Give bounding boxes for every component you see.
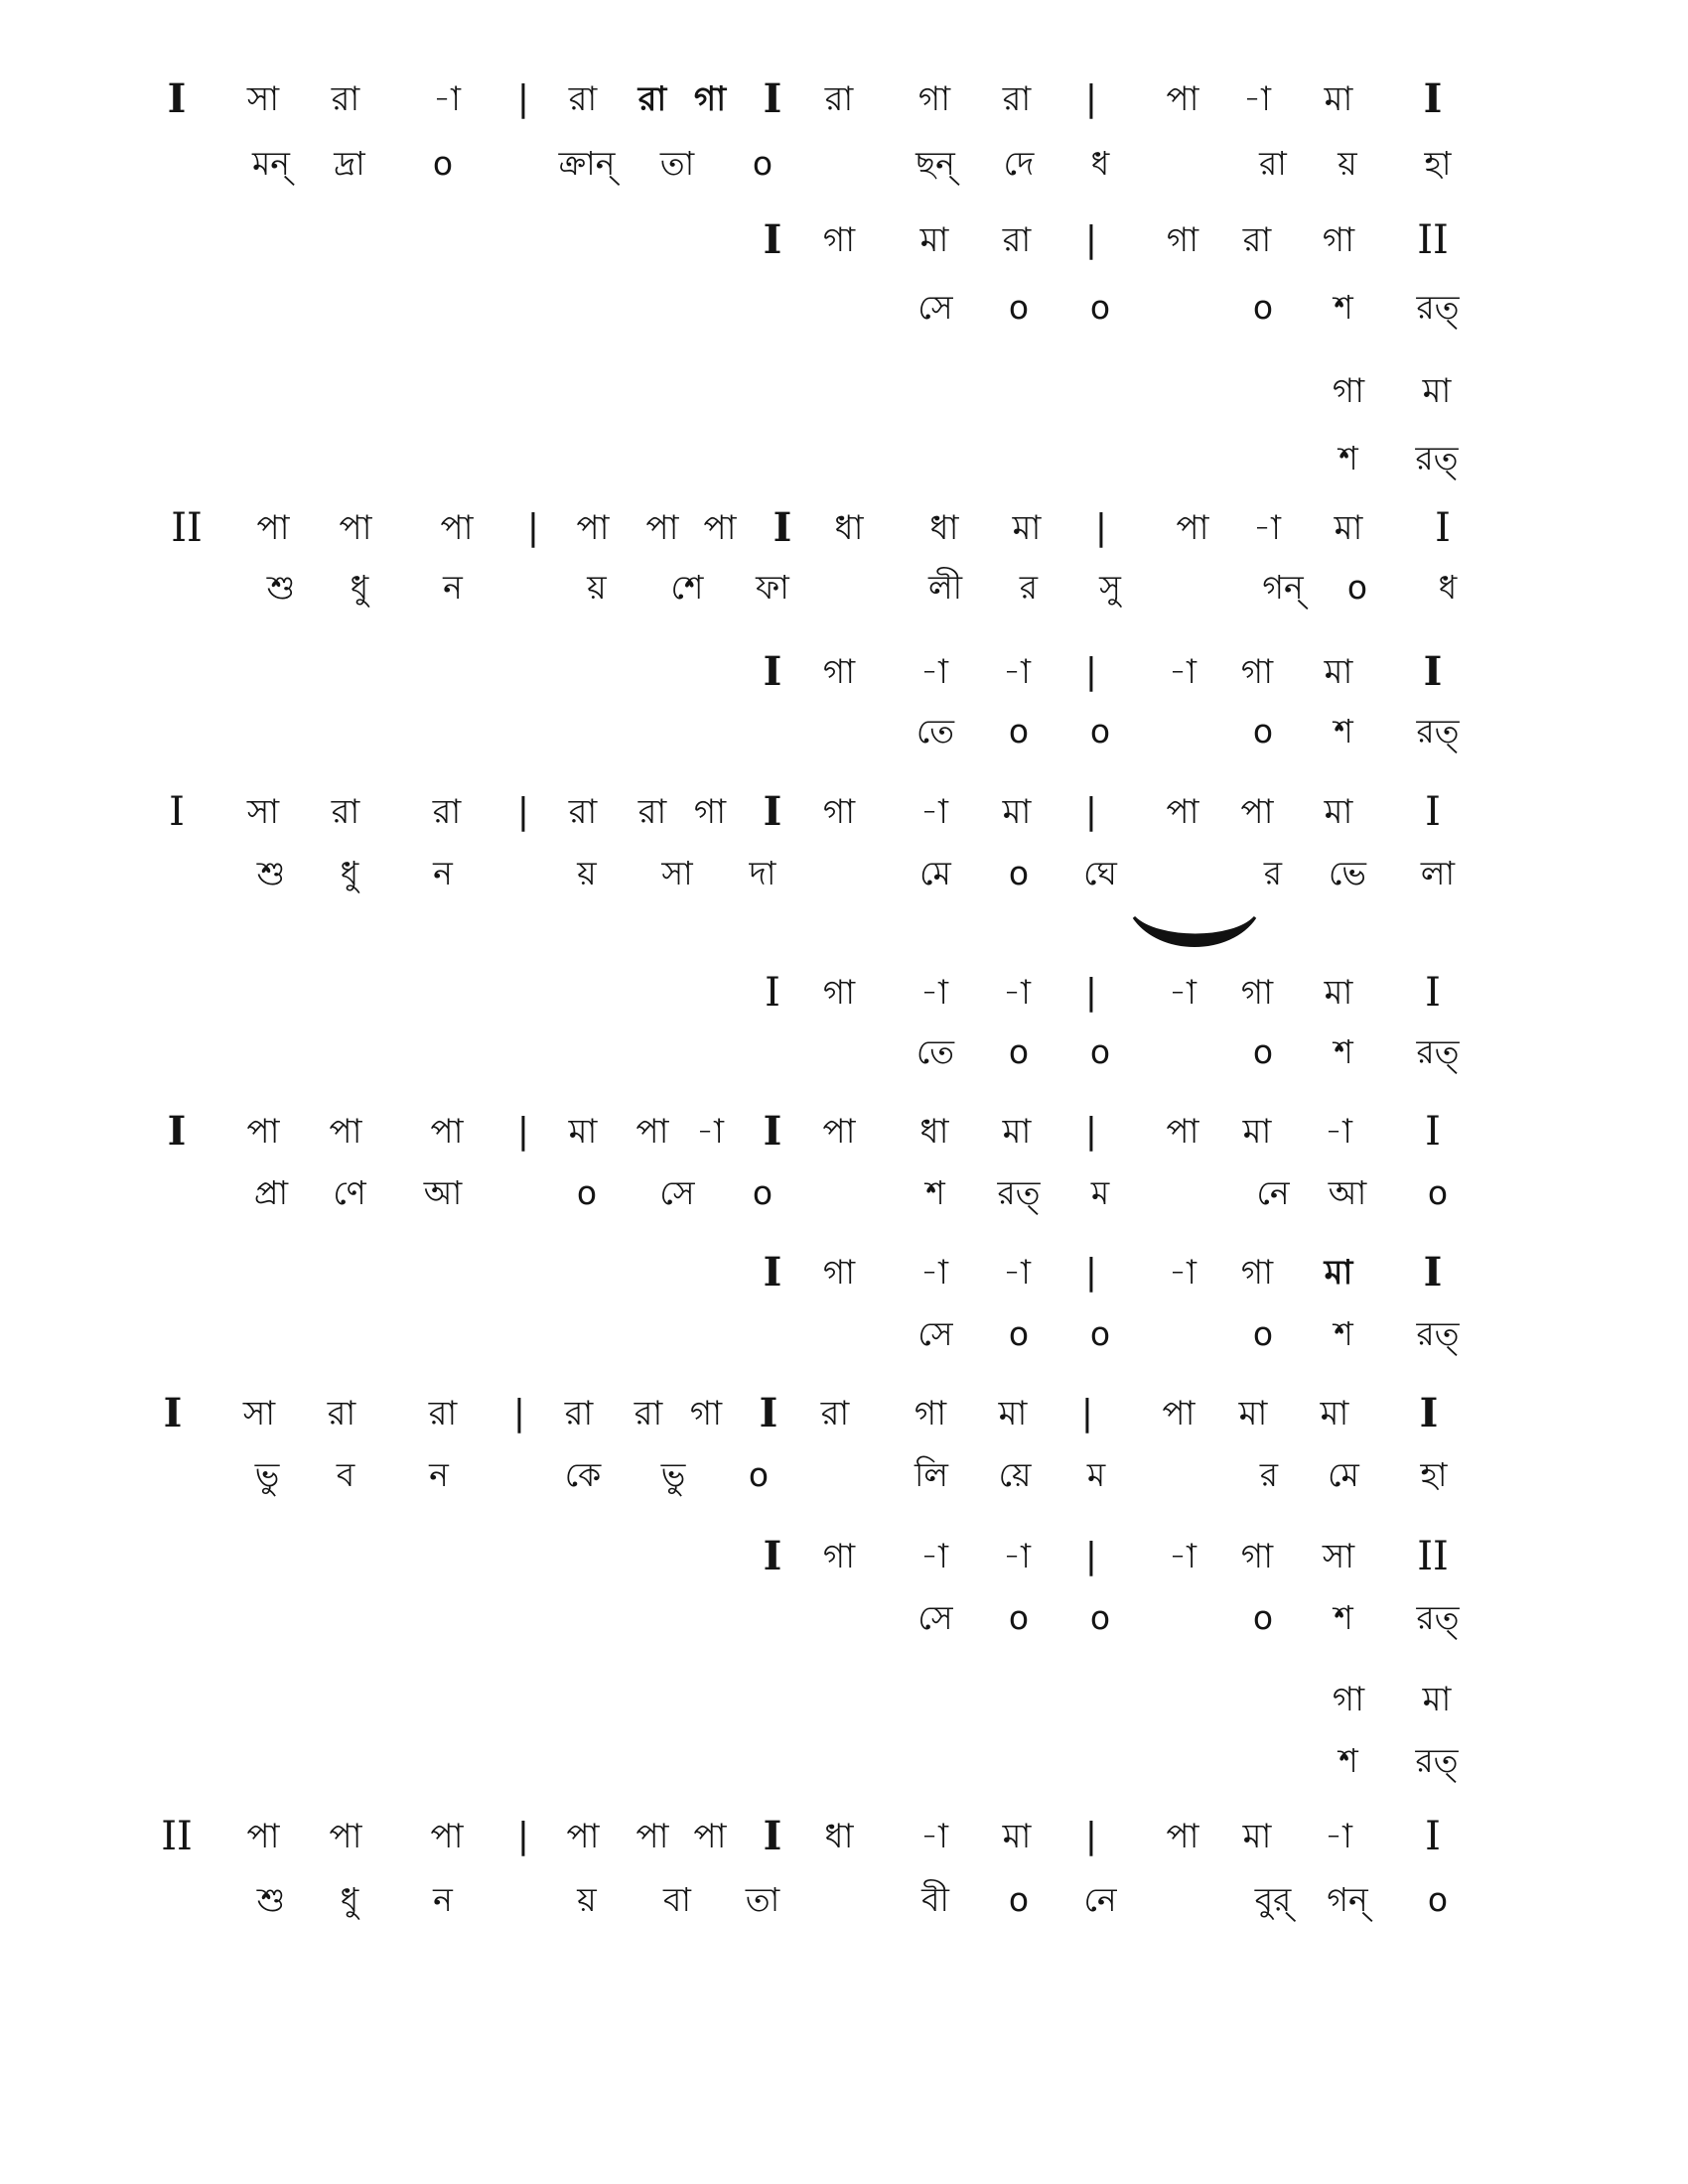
lyric-syllable: o	[1252, 1032, 1274, 1071]
beat-bar: |	[1084, 1252, 1098, 1293]
swara-note: -া	[1325, 1112, 1352, 1152]
lyric-syllable: ক্রান্	[558, 144, 616, 183]
lyric-syllable: তা	[745, 1880, 780, 1919]
bar-line: I	[1435, 505, 1451, 551]
lyric-syllable: o	[1252, 1598, 1274, 1637]
swara-note: -া	[1243, 79, 1271, 119]
bar-line: II	[171, 505, 203, 551]
beat-bar: |	[1084, 1111, 1098, 1152]
swara-note: গা	[1332, 371, 1365, 411]
bar-line: I	[763, 1533, 782, 1579]
swara-note: গা	[822, 1253, 856, 1293]
lyric-syllable: ঘে	[1083, 854, 1117, 892]
lyric-syllable: শু	[256, 1880, 286, 1919]
lyric-syllable: লি	[914, 1455, 949, 1494]
lyric-syllable: ন	[433, 854, 453, 892]
lyric-syllable: o	[1252, 712, 1274, 751]
swara-note: সা	[1322, 1537, 1355, 1576]
swara-note: পা	[329, 1817, 362, 1856]
lyric-syllable: ভু	[660, 1455, 686, 1494]
swara-note: -া	[920, 792, 948, 832]
swara-note: রা	[1242, 220, 1272, 260]
lyric-syllable: ভু	[254, 1455, 280, 1494]
lyric-syllable: দা	[749, 854, 776, 892]
lyric-syllable: র	[1019, 568, 1039, 607]
lyric-syllable: ভে	[1329, 854, 1366, 892]
lyric-syllable: রত্	[1416, 288, 1460, 327]
swara-note: পা	[1240, 792, 1274, 832]
swara-note: পা	[430, 1817, 464, 1856]
swara-note: পা	[1166, 1817, 1199, 1856]
swara-note: -া	[1003, 1253, 1031, 1293]
lyric-syllable: o	[1089, 1314, 1111, 1353]
lyric-syllable: য়ে	[998, 1455, 1032, 1494]
swara-note: গা	[1322, 220, 1355, 260]
lyric-syllable: শ	[1334, 1314, 1353, 1353]
swara-note: ধা	[834, 508, 864, 548]
swara-note: গা	[917, 79, 951, 119]
lyric-syllable: য়	[577, 1880, 597, 1919]
swara-note: গা	[914, 1394, 947, 1433]
lyric-syllable: বী	[921, 1880, 949, 1919]
lyric-syllable: o	[748, 1455, 770, 1494]
swara-note: পা	[1162, 1394, 1196, 1433]
swara-note: রা	[568, 792, 598, 832]
swara-note: মা	[1002, 792, 1032, 832]
beat-bar: |	[1094, 507, 1108, 548]
swara-note: পা	[1166, 1112, 1199, 1152]
lyric-syllable: শ	[1334, 288, 1353, 327]
lyric-syllable: মে	[919, 854, 951, 892]
lyric-syllable: আ	[423, 1173, 463, 1212]
lyric-syllable: গন্	[1327, 1880, 1368, 1919]
bar-line: II	[161, 1814, 193, 1859]
lyric-syllable: মে	[1328, 1455, 1359, 1494]
lyric-syllable: ধ	[1438, 568, 1458, 607]
swara-note: রা	[331, 792, 360, 832]
lyric-syllable: সু	[1099, 568, 1121, 607]
swara-note: -া	[920, 1253, 948, 1293]
swara-note: পা	[703, 508, 737, 548]
swara-note: মা	[1238, 1394, 1268, 1433]
lyric-syllable: o	[1008, 288, 1030, 327]
swara-note: -া	[1169, 652, 1196, 692]
lyric-syllable: তে	[915, 712, 955, 751]
swara-note: গা	[822, 792, 856, 832]
swara-note: মা	[1002, 1112, 1032, 1152]
lyric-syllable: দ্রা	[334, 144, 365, 183]
swara-note: মা	[568, 1112, 598, 1152]
lyric-syllable: রত্	[1416, 1032, 1460, 1071]
swara-note: -া	[920, 652, 948, 692]
swara-note: পা	[576, 508, 610, 548]
swara-note: পা	[566, 1817, 600, 1856]
lyric-syllable: o	[1089, 712, 1111, 751]
swara-note: ধা	[929, 508, 959, 548]
swara-note: পা	[246, 1112, 280, 1152]
lyric-syllable: ম	[1086, 1455, 1106, 1494]
lyric-syllable: সা	[661, 854, 693, 892]
swara-note: মা	[1320, 1394, 1349, 1433]
lyric-syllable: বুর্	[1254, 1880, 1292, 1919]
swara-note: পা	[822, 1112, 856, 1152]
swara-note: -া	[696, 1112, 724, 1152]
lyric-syllable: শ	[1334, 1598, 1353, 1637]
lyric-syllable: o	[1346, 568, 1368, 607]
lyric-syllable: ফা	[756, 568, 789, 607]
swara-note: -া	[1325, 1817, 1352, 1856]
lyric-syllable: হা	[1424, 144, 1452, 183]
lyric-syllable: o	[1089, 1032, 1111, 1071]
beat-bar: |	[516, 1816, 530, 1856]
bar-line: I	[1425, 1814, 1441, 1859]
swara-note: রা	[428, 1394, 458, 1433]
swara-note: রা	[637, 79, 667, 119]
swara-note: পা	[440, 508, 474, 548]
bar-line: I	[763, 1108, 782, 1155]
swara-note: মা	[1324, 1253, 1353, 1293]
lyric-syllable: o	[1089, 288, 1111, 327]
beat-bar: |	[1084, 972, 1098, 1013]
swara-note: ধা	[919, 1112, 949, 1152]
lyric-syllable: কে	[564, 1455, 602, 1494]
swara-note: মা	[1324, 652, 1353, 692]
swara-note: পা	[645, 508, 679, 548]
swara-note: -া	[1169, 1253, 1196, 1293]
lyric-syllable: র	[1263, 854, 1283, 892]
swara-note: মা	[998, 1394, 1028, 1433]
swara-note: মা	[1422, 1680, 1452, 1719]
bar-line: I	[763, 1249, 782, 1296]
lyric-syllable: শু	[266, 568, 296, 607]
lyric-syllable: ণে	[333, 1173, 366, 1212]
lyric-syllable: শে	[670, 568, 704, 607]
swara-note: মা	[1334, 508, 1363, 548]
swara-note: রা	[1002, 220, 1032, 260]
bar-line: I	[1425, 789, 1441, 835]
lyric-syllable: য়	[1337, 144, 1357, 183]
swara-note: গা	[689, 1394, 723, 1433]
bar-line: II	[1417, 217, 1449, 263]
lyric-syllable: আ	[1328, 1173, 1367, 1212]
bar-line: I	[1423, 75, 1443, 122]
swara-note: রা	[637, 792, 667, 832]
lyric-syllable: রত্	[1415, 1741, 1459, 1780]
swara-note: রা	[327, 1394, 356, 1433]
lyric-syllable: প্রা	[253, 1173, 289, 1212]
lyric-syllable: রত্	[1416, 1598, 1460, 1637]
beat-bar: |	[1084, 78, 1098, 119]
swara-note: -া	[1169, 1537, 1196, 1576]
bar-line: I	[169, 789, 185, 835]
lyric-syllable: হা	[1420, 1455, 1448, 1494]
bar-line: I	[167, 75, 187, 122]
swara-note: পা	[635, 1112, 669, 1152]
swara-note: -া	[920, 1537, 948, 1576]
beat-bar: |	[1084, 1536, 1098, 1576]
lyric-syllable: র	[1259, 1455, 1279, 1494]
swara-note: রা	[331, 79, 360, 119]
lyric-syllable: ন	[443, 568, 463, 607]
beat-bar: |	[516, 1111, 530, 1152]
lyric-syllable: o	[1008, 1598, 1030, 1637]
swara-note: গা	[1240, 1537, 1274, 1576]
swara-note: মা	[1324, 79, 1353, 119]
lyric-syllable: তে	[915, 1032, 955, 1071]
beat-bar: |	[1080, 1393, 1094, 1433]
bar-line: I	[1423, 648, 1443, 695]
swara-note: মা	[1002, 1817, 1032, 1856]
swara-note: রা	[432, 792, 462, 832]
lyric-syllable: শ	[1334, 1032, 1353, 1071]
beat-bar: |	[526, 507, 540, 548]
swara-note: রা	[568, 79, 598, 119]
lyric-syllable: রা	[1259, 144, 1287, 183]
swara-note: গা	[693, 792, 727, 832]
lyric-syllable: ধু	[340, 854, 359, 892]
swara-note: -া	[920, 973, 948, 1013]
lyric-syllable: শ	[1334, 712, 1353, 751]
swara-note: সা	[242, 1394, 276, 1433]
swara-note: -া	[1003, 652, 1031, 692]
bar-line: II	[1417, 1534, 1449, 1579]
lyric-syllable: o	[1252, 288, 1274, 327]
beat-bar: |	[516, 791, 530, 832]
swara-note: মা	[1242, 1112, 1272, 1152]
lyric-syllable: নে	[1083, 1880, 1117, 1919]
swara-note: -া	[1003, 973, 1031, 1013]
beat-bar: |	[1084, 791, 1098, 832]
lyric-syllable: o	[1008, 854, 1030, 892]
lyric-syllable: সে	[917, 1598, 953, 1637]
swara-note: গা	[822, 1537, 856, 1576]
lyric-syllable: o	[1089, 1598, 1111, 1637]
swara-note: রা	[824, 79, 854, 119]
swara-note: রা	[820, 1394, 850, 1433]
bar-line: I	[759, 1390, 778, 1436]
bar-line: I	[1425, 1109, 1441, 1155]
swara-note: গা	[822, 652, 856, 692]
lyric-syllable: সে	[917, 288, 953, 327]
lyric-syllable: য়	[587, 568, 607, 607]
swara-note: পা	[256, 508, 290, 548]
lyric-syllable: রত্	[1416, 1314, 1460, 1353]
lyric-syllable: শু	[256, 854, 286, 892]
swara-note: -া	[1003, 1537, 1031, 1576]
swara-note: -া	[1253, 508, 1281, 548]
swara-note: পা	[1166, 79, 1199, 119]
swara-note: পা	[339, 508, 372, 548]
lyric-syllable: শ	[925, 1173, 945, 1212]
beat-bar: |	[1084, 1816, 1098, 1856]
lyric-syllable: o	[1427, 1880, 1449, 1919]
swara-note: -া	[1169, 973, 1196, 1013]
lyric-syllable: o	[1427, 1173, 1449, 1212]
swara-note: পা	[1166, 792, 1199, 832]
lyric-syllable: রত্	[1416, 712, 1460, 751]
lyric-syllable: সে	[917, 1314, 953, 1353]
bar-line: I	[763, 216, 782, 263]
lyric-syllable: ব	[336, 1455, 355, 1494]
lyric-syllable: ন	[429, 1455, 449, 1494]
beat-bar: |	[1084, 219, 1098, 260]
lyric-syllable: গন্	[1262, 568, 1304, 607]
swara-note: পা	[246, 1817, 280, 1856]
swara-note: মা	[1012, 508, 1042, 548]
lyric-syllable: o	[432, 144, 454, 183]
lyric-syllable: o	[752, 1173, 774, 1212]
beat-bar: |	[516, 78, 530, 119]
bar-line: I	[1423, 1249, 1443, 1296]
swara-note: পা	[430, 1112, 464, 1152]
bar-line: I	[763, 788, 782, 835]
bar-line: I	[167, 1108, 187, 1155]
slur-mark	[1130, 911, 1259, 961]
lyric-syllable: তা	[659, 144, 695, 183]
lyric-syllable: o	[576, 1173, 598, 1212]
lyric-syllable: রত্	[997, 1173, 1041, 1212]
swara-note: গা	[1240, 652, 1274, 692]
lyric-syllable: লা	[1420, 854, 1456, 892]
bar-line: I	[763, 648, 782, 695]
swara-note: রা	[1002, 79, 1032, 119]
lyric-syllable: ন	[433, 1880, 453, 1919]
swara-note: রা	[564, 1394, 594, 1433]
lyric-syllable: ধ	[1090, 144, 1110, 183]
lyric-syllable: o	[1252, 1314, 1274, 1353]
swara-note: গা	[822, 220, 856, 260]
lyric-syllable: রত্	[1415, 439, 1459, 478]
lyric-syllable: ধু	[350, 568, 369, 607]
lyric-syllable: o	[1008, 1880, 1030, 1919]
swara-note: মা	[1242, 1817, 1272, 1856]
swara-note: সা	[246, 79, 280, 119]
lyric-syllable: ছন্	[915, 144, 955, 183]
swara-note: পা	[635, 1817, 669, 1856]
lyric-syllable: সে	[659, 1173, 695, 1212]
swara-note: ধা	[824, 1817, 854, 1856]
lyric-syllable: o	[1008, 712, 1030, 751]
lyric-syllable: দে	[1003, 144, 1035, 183]
swara-note: গা	[1166, 220, 1199, 260]
beat-bar: |	[512, 1393, 526, 1433]
bar-line: I	[765, 970, 780, 1016]
lyric-syllable: o	[1008, 1314, 1030, 1353]
bar-line: I	[763, 75, 782, 122]
swara-note: পা	[1176, 508, 1209, 548]
lyric-syllable: o	[752, 144, 774, 183]
swara-note: পা	[693, 1817, 727, 1856]
lyric-syllable: শ	[1338, 439, 1358, 478]
swara-note: মা	[1324, 973, 1353, 1013]
bar-line: I	[773, 504, 792, 551]
lyric-syllable: বা	[663, 1880, 691, 1919]
bar-line: I	[1419, 1390, 1439, 1436]
swara-note: মা	[919, 220, 949, 260]
lyric-syllable: য়	[577, 854, 597, 892]
swara-note: গা	[1332, 1680, 1365, 1719]
bar-line: I	[763, 1813, 782, 1859]
swara-note: সা	[246, 792, 280, 832]
swara-note: -া	[433, 79, 461, 119]
swara-note: গা	[822, 973, 856, 1013]
swara-note: গা	[1240, 973, 1274, 1013]
swara-note: -া	[920, 1817, 948, 1856]
swara-note: গা	[1240, 1253, 1274, 1293]
bar-line: I	[163, 1390, 183, 1436]
lyric-syllable: মন্	[251, 144, 291, 183]
lyric-syllable: o	[1008, 1032, 1030, 1071]
lyric-syllable: ম	[1090, 1173, 1110, 1212]
swara-note: মা	[1324, 792, 1353, 832]
bar-line: I	[1425, 970, 1441, 1016]
swara-note: রা	[633, 1394, 663, 1433]
swara-note: গা	[693, 79, 727, 119]
swara-note: পা	[329, 1112, 362, 1152]
swara-note: মা	[1422, 371, 1452, 411]
lyric-syllable: ধু	[340, 1880, 359, 1919]
lyric-syllable: লী	[927, 568, 963, 607]
lyric-syllable: শ	[1338, 1741, 1358, 1780]
lyric-syllable: নে	[1256, 1173, 1290, 1212]
beat-bar: |	[1084, 651, 1098, 692]
